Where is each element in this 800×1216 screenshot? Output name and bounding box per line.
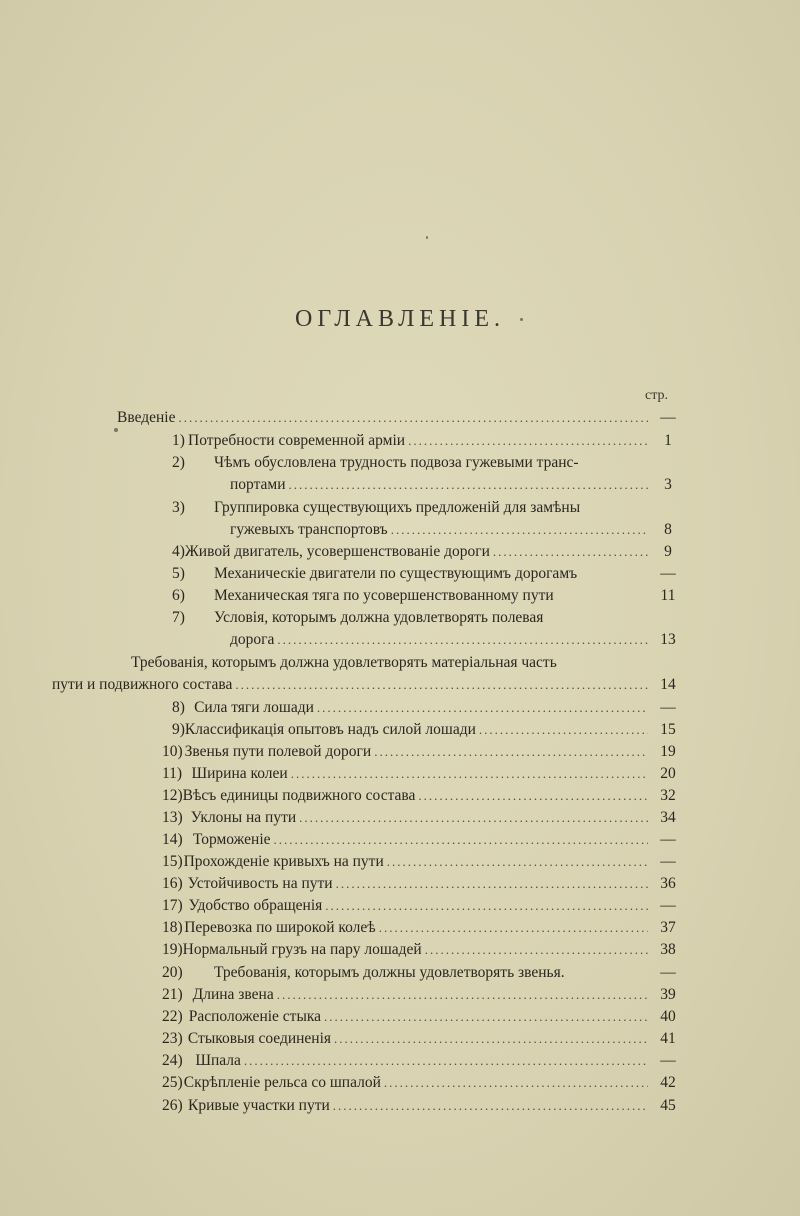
toc-entry (172, 497, 685, 519)
toc-entry-page: 38 (660, 941, 676, 958)
dot-leader (384, 1072, 648, 1094)
toc-entry-title: Живой двигатель, усовершенствованіе дороги (184, 543, 490, 560)
toc-entry-page: — (660, 897, 676, 914)
dot-leader (391, 519, 648, 541)
toc-entry-number: 25) (162, 1074, 183, 1091)
toc-entry-title: Потребности современной арміи (188, 432, 406, 449)
toc-entry-number: 22) (162, 1008, 183, 1025)
toc-entry-number: 20) (162, 964, 183, 981)
dot-leader (479, 719, 648, 741)
dot-leader (333, 1095, 648, 1117)
toc-entry (172, 452, 685, 474)
paper-speck (426, 236, 428, 239)
toc-entry-page: 14 (660, 676, 676, 693)
toc-entry (172, 430, 685, 452)
toc-entry-page: 41 (660, 1030, 676, 1047)
toc-entry-page: 40 (660, 1008, 676, 1025)
toc-entry (172, 697, 685, 719)
toc-entry-title: дорога (230, 631, 275, 648)
toc-entry-number: 24) (162, 1052, 183, 1069)
toc-entry-number: 12) (162, 787, 183, 804)
toc-entry-title: Торможеніе (192, 831, 271, 848)
dot-leader (325, 895, 648, 917)
toc-entry-page: — (660, 853, 676, 870)
dot-leader (235, 674, 648, 696)
toc-entry (162, 917, 685, 939)
toc-entry-page: 20 (660, 765, 676, 782)
dot-leader (299, 807, 648, 829)
dot-leader (387, 851, 648, 873)
toc-entry-number: 21) (162, 986, 183, 1003)
toc-entry-page: — (660, 699, 676, 716)
toc-entry-page: 8 (664, 521, 672, 538)
toc-entry-number: 13) (162, 809, 183, 826)
toc-entry-title: Механическая тяга по усовершенствованному пути (214, 587, 554, 604)
toc-entry-title: Классификація опытовъ надъ силой лошади (184, 721, 476, 738)
dot-leader (317, 697, 648, 719)
toc-entry (162, 1072, 685, 1094)
toc-entry-number: 18) (162, 919, 183, 936)
dot-leader (374, 741, 648, 763)
dot-leader (334, 1028, 648, 1050)
dot-leader (493, 541, 648, 563)
toc-entry (172, 585, 685, 607)
toc-entry-page: 32 (660, 787, 676, 804)
toc-entry-title: Скрѣпленіе рельса со шпалой (183, 1074, 381, 1091)
toc-entry-number: 2) (172, 454, 185, 471)
toc-entry-page: 15 (660, 721, 676, 738)
toc-entry (172, 607, 685, 629)
toc-entry-title: Устойчивость на пути (187, 875, 333, 892)
toc-entry-number: 9) (172, 721, 185, 738)
toc-entry (162, 785, 685, 807)
toc-entry-number: 5) (172, 565, 185, 582)
toc-entry (162, 741, 685, 763)
toc-entry-number: 26) (162, 1097, 183, 1114)
dot-leader (244, 1050, 648, 1072)
toc-entry (172, 719, 685, 741)
toc-entry-page: 13 (660, 631, 676, 648)
toc-entry-title: Вѣсъ единицы подвижного состава (182, 787, 416, 804)
toc-entry-title: Механическіе двигатели по существующимъ дорогамъ (214, 565, 578, 582)
toc-entry (162, 1050, 685, 1072)
toc-entry (172, 563, 685, 585)
toc-entry-page: 39 (660, 986, 676, 1003)
dot-leader (324, 1006, 648, 1028)
toc-entry (172, 541, 685, 563)
toc-entry (162, 1028, 685, 1050)
dot-leader (277, 984, 648, 1006)
toc-entry-page: 1 (664, 432, 672, 449)
toc-entry-number: 8) (172, 699, 185, 716)
toc-entry-page: — (660, 409, 676, 426)
toc-entry-title: Нормальный грузъ на пару лошадей (182, 941, 422, 958)
toc-entry-title: Введеніе (117, 409, 176, 426)
toc-entry (162, 895, 685, 917)
toc-entry-page: 45 (660, 1097, 676, 1114)
toc-entry-title: Кривые участки пути (188, 1097, 330, 1114)
toc-entry (162, 939, 685, 961)
toc-entry-number: 3) (172, 499, 185, 516)
dot-leader (291, 763, 648, 785)
toc-entry-title: Требованія, которымъ должна удовлетворять матеріальная часть (131, 654, 557, 671)
dot-leader (336, 873, 648, 895)
toc-entry-number: 10) (162, 743, 183, 760)
toc-entry-number: 6) (172, 587, 185, 604)
toc-entry-number: 11) (162, 765, 183, 782)
dot-leader (289, 474, 648, 496)
toc-entry (162, 873, 685, 895)
toc-entry (131, 652, 685, 674)
toc-entry (230, 629, 685, 651)
toc-entry (162, 807, 685, 829)
toc-entry-title: Звенья пути полевой дороги (184, 743, 372, 760)
toc-entry-title: Удобство обращенія (188, 897, 323, 914)
toc-entry-page: 11 (660, 587, 676, 604)
toc-entry-number: 17) (162, 897, 183, 914)
toc-entry-number: 23) (162, 1030, 183, 1047)
toc-entry-page: 34 (660, 809, 676, 826)
page-column-header: стр. (645, 388, 669, 403)
toc-entry-number: 16) (162, 875, 183, 892)
toc-entry-title: Уклоны на пути (190, 809, 297, 826)
toc-entry-page: — (660, 964, 676, 981)
toc-entry (162, 1006, 685, 1028)
toc-entry (162, 829, 685, 851)
dot-leader (425, 939, 648, 961)
toc-entry-title: Стыковыя соединенія (187, 1030, 332, 1047)
toc-entry-page: — (660, 831, 676, 848)
toc-entry (162, 962, 685, 984)
dot-leader (277, 629, 648, 651)
toc-entry-title: пути и подвижного состава (52, 676, 233, 693)
toc-entry-title: Группировка существующихъ предложеній для замѣны (214, 499, 581, 516)
toc-entry-title: Длина звена (192, 986, 274, 1003)
toc-entry-page: 9 (664, 543, 672, 560)
toc-entry (162, 1095, 685, 1117)
toc-entry-page: 3 (664, 476, 672, 493)
toc-entry-title: Перевозка по широкой колеѣ (184, 919, 376, 936)
toc-entry (162, 851, 685, 873)
toc-entry-title: Чѣмъ обусловлена трудность подвоза гужевыми транс- (214, 454, 579, 471)
toc-entry-number: 19) (162, 941, 183, 958)
toc-entry-title: Прохожденіе кривыхъ на пути (183, 853, 384, 870)
toc-entry-title: Условія, которымъ должна удовлетворять полевая (214, 609, 544, 626)
toc-entry-page: 36 (660, 875, 676, 892)
toc-entry-page: — (660, 565, 676, 582)
dot-leader (418, 785, 648, 807)
toc-entry (230, 474, 685, 496)
dot-leader (379, 917, 648, 939)
toc-entry (162, 763, 685, 785)
toc-entry-number: 15) (162, 853, 183, 870)
toc-entry-title: Ширина колеи (191, 765, 288, 782)
page-title: ОГЛАВЛЕНІЕ. (294, 306, 506, 332)
toc-entry-number: 14) (162, 831, 183, 848)
toc-entry-number: 1) (172, 432, 185, 449)
toc-entry-title: портами (230, 476, 286, 493)
toc-entry-page: — (660, 1052, 676, 1069)
toc-entry-title: Расположеніе стыка (188, 1008, 322, 1025)
toc-entry-page: 42 (660, 1074, 676, 1091)
toc-entry-title: Шпала (195, 1052, 241, 1069)
toc-entry-page: 37 (660, 919, 676, 936)
toc-entry-number: 7) (172, 609, 185, 626)
toc-entry (52, 674, 685, 696)
toc-entry (162, 984, 685, 1006)
toc-entry (117, 407, 685, 429)
toc-entry-title: Требованія, которымъ должны удовлетворять звенья. (214, 964, 565, 981)
toc-entry-title: Сила тяги лошади (194, 699, 314, 716)
toc-entry-page: 19 (660, 743, 676, 760)
toc-entry-title: гужевыхъ транспортовъ (230, 521, 388, 538)
toc-entry (230, 519, 685, 541)
dot-leader (408, 430, 648, 452)
dot-leader (274, 829, 648, 851)
toc-entry-number: 4) (172, 543, 185, 560)
dot-leader (179, 407, 649, 429)
